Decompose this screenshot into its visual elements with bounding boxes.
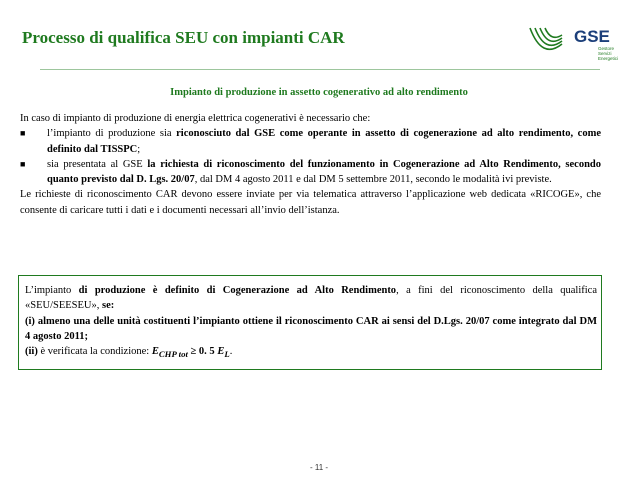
section-subtitle: Impianto di produzione in assetto cogenerativo ad alto rendimento	[170, 87, 468, 98]
square-bullet-icon: ■	[20, 128, 26, 139]
intro-paragraph: In caso di impianto di produzione di energia elettrica cogenerativi è necessario che:	[20, 113, 371, 124]
gse-logo	[528, 20, 618, 64]
page-number: - 11 -	[309, 463, 329, 472]
condition-item: (ii) è verificata la condizione: $E_{CHP tot} \ge 0$. 5 $E_L$.	[25, 346, 233, 360]
closing-paragraph: Le richieste di riconoscimento CAR devono essere inviate per via telematica attraverso l’applicazione web dedicata «RICOGE», che consente di caricare tutti i dati e i documenti necessari all’invio dell’istanza.	[20, 189, 601, 216]
logo-tagline: Servizi	[598, 51, 612, 56]
logo-tagline: Energetici	[598, 56, 618, 61]
bullet-item: ■ sia presentata al GSE la richiesta di riconoscimento del funzionamento in Cogenerazione ad Alto Rendimento, secondo quanto previsto dal D. Lgs. 20/07, dal DM 4 agosto 2011 e dal DM 5 settembre 2011, secondo le modalità ivi previste.	[20, 158, 601, 186]
condition-item: (i) almeno una delle unità costituenti l’impianto ottiene il riconoscimento CAR ai sensi del D.Lgs. 20/07 come integrato dal DM 4 agosto 2011;	[25, 315, 597, 342]
bullet-item: ■ l’impianto di produzione sia riconosciuto dal GSE come operante in assetto di cogenerazione ad alto rendimento, come definito dal TISSPC;	[20, 128, 601, 155]
page-title: Processo di qualifica SEU con impianti CAR	[22, 28, 345, 47]
definition-box	[18, 275, 602, 370]
logo-tagline: Gestore	[598, 46, 615, 51]
logo-name: GSE	[574, 27, 610, 46]
square-bullet-icon: ■	[20, 158, 26, 169]
definition-paragraph: L’impianto di produzione è definito di Cogenerazione ad Alto Rendimento, a fini del riconoscimento della qualifica «SEU/SEESEU», se:	[25, 285, 597, 312]
formula: $E_{CHP tot} \ge 0$. 5 $E_L$	[151, 346, 230, 360]
requirements-text	[20, 111, 601, 218]
header-divider	[40, 69, 600, 70]
